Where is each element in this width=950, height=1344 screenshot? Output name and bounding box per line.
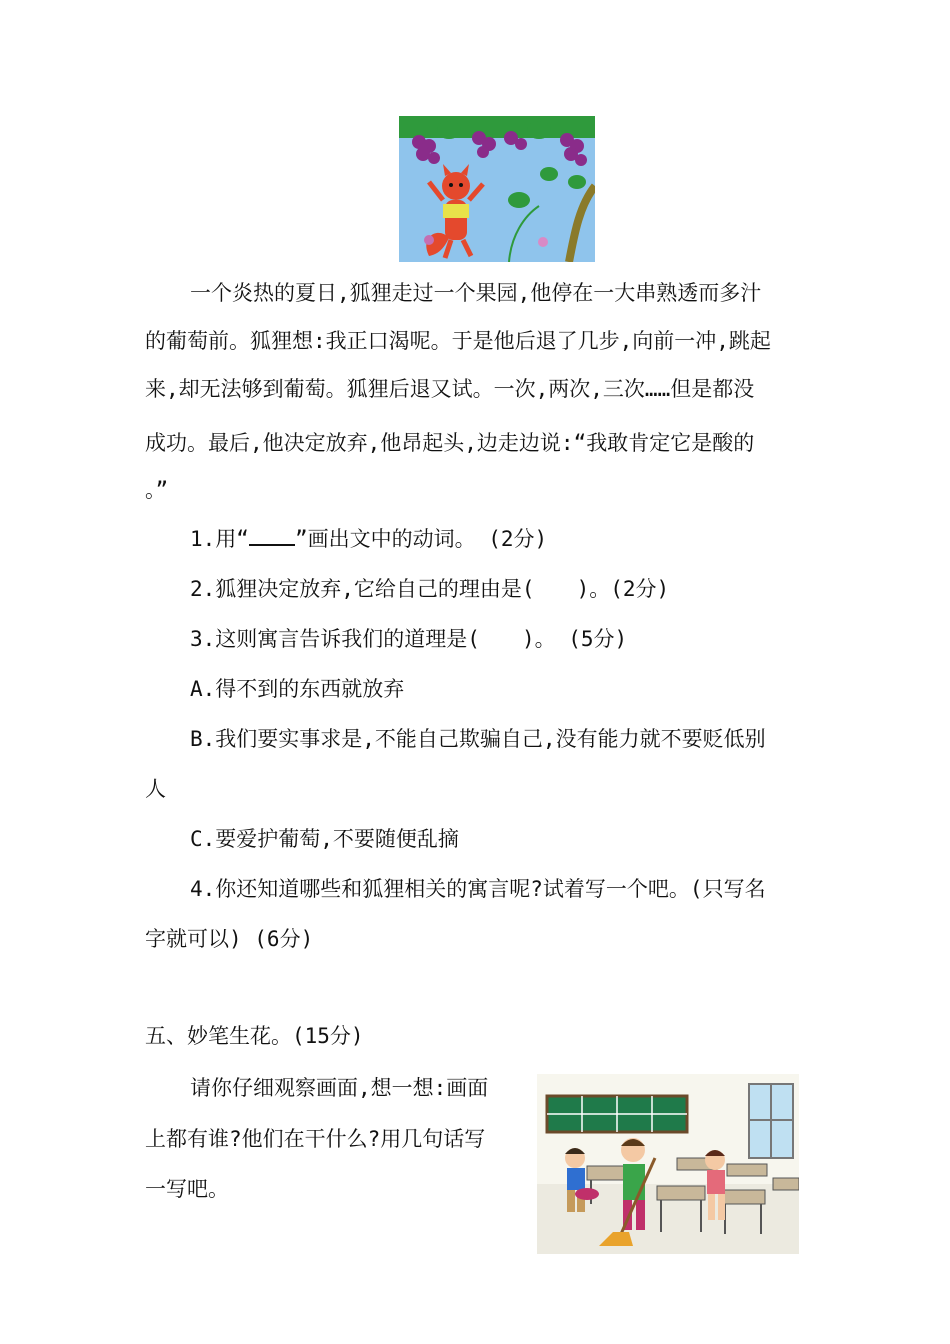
question-2 [190,574,669,604]
question-3-suffix: )。 (5分) [521,627,628,651]
question-1-suffix: ”画出文中的动词。 (2分) [294,527,548,551]
option-c: C.要爱护葡萄,不要随便乱摘 [190,827,459,851]
underline-blank[interactable] [249,528,295,546]
passage-line-3: 来,却无法够到葡萄。狐狸后退又试。一次,两次,三次……但是都没 [145,377,755,401]
option-b-continued: 人 [145,777,166,801]
question-1-prefix: 1.用“ [190,527,249,551]
option-b: B.我们要实事求是,不能自己欺骗自己,没有能力就不要贬低别 [190,727,766,751]
prompt-line-2: 上都有谁?他们在干什么?用几句话写 [145,1127,486,1151]
question-3-prefix: 3.这则寓言告诉我们的道理是( [190,627,480,651]
question-4-continued: 字就可以) (6分) [145,927,314,951]
prompt-line-1: 请你仔细观察画面,想一想:画面 [190,1076,489,1100]
section-heading: 五、妙笔生花。(15分) [145,1024,364,1048]
student-girl [705,1150,725,1220]
window [749,1084,793,1158]
prompt-line-3: 一写吧。 [145,1177,229,1201]
passage-line-1: 一个炎热的夏日,狐狸走过一个果园,他停在一大串熟透而多汁 [190,281,762,305]
classroom-illustration [537,1074,799,1254]
question-2-suffix: )。(2分) [576,577,670,601]
question-2-prefix: 2.狐狸决定放弃,它给自己的理由是( [190,577,535,601]
passage-line-2: 的葡萄前。狐狸想:我正口渴呢。于是他后退了几步,向前一冲,跳起 [145,329,771,353]
question-3 [190,624,627,654]
question-1 [190,524,547,554]
passage-line-4: 成功。最后,他决定放弃,他昂起头,边走边说:“我敢肯定它是酸的 [145,431,755,455]
question-4: 4.你还知道哪些和狐狸相关的寓言呢?试着写一个吧。(只写名 [190,877,766,901]
option-a: A.得不到的东西就放弃 [190,677,405,701]
passage-line-5: 。” [145,478,169,502]
fox-grapes-illustration [399,116,595,262]
